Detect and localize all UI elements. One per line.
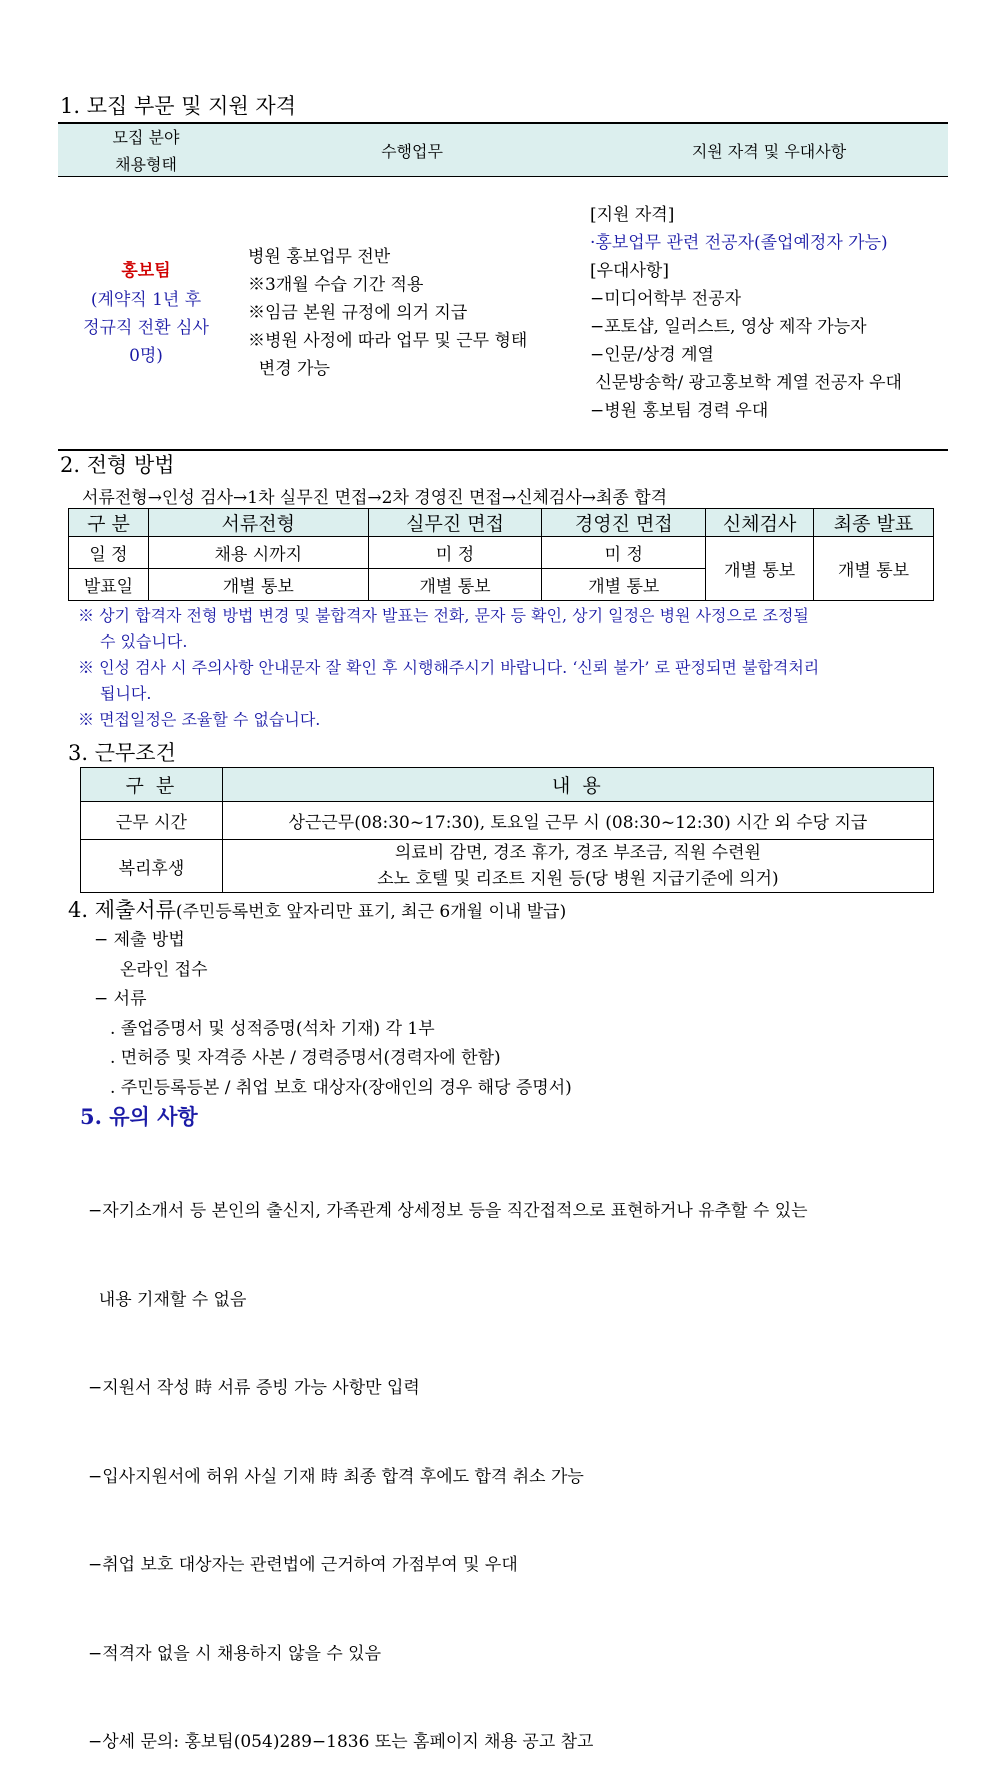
row-label: 발표일 bbox=[69, 569, 149, 601]
notice-item: −자기소개서 등 본인의 출신지, 가족관계 상세정보 등을 직간접적으로 표현하거나 유추할 수 있는 bbox=[88, 1201, 808, 1221]
header-field bbox=[58, 123, 234, 177]
duty-line: ※3개월 수습 기간 적용 bbox=[248, 275, 424, 295]
section4-note: (주민등록번호 앞자리만 표기, 최근 6개월 이내 발급) bbox=[175, 902, 567, 922]
notice-item: −지원서 작성 時 서류 증빙 가능 사항만 입력 bbox=[88, 1378, 420, 1398]
preference-item: −병원 홍보팀 경력 우대 bbox=[590, 401, 769, 421]
notice-item: −취업 보호 대상자는 관련법에 근거하여 가점부여 및 우대 bbox=[88, 1555, 518, 1575]
preference-item: 신문방송학/ 광고홍보학 계열 전공자 우대 bbox=[590, 373, 902, 393]
contract-line: (계약직 1년 후 bbox=[90, 290, 202, 310]
conditions-table bbox=[80, 767, 934, 893]
duty-line: ※임금 본원 규정에 의거 지급 bbox=[248, 303, 468, 323]
note-line: ※ 면접일정은 조율할 수 없습니다. bbox=[78, 710, 321, 729]
position-cell bbox=[58, 177, 234, 451]
section4-title: 4. 제출서류 bbox=[68, 898, 176, 922]
method-label: − 제출 방법 bbox=[94, 930, 185, 950]
section3-heading: 3. 근무조건 bbox=[68, 741, 176, 765]
selection-notes bbox=[78, 603, 938, 733]
schedule-cell: 미 정 bbox=[542, 537, 706, 569]
recruitment-table bbox=[58, 122, 948, 451]
benefits-value bbox=[222, 840, 933, 893]
benefit-line: 의료비 감면, 경조 휴가, 경조 부조금, 직원 수련원 bbox=[394, 843, 761, 863]
row-label: 일 정 bbox=[69, 537, 149, 569]
notice-list bbox=[88, 1138, 808, 1787]
announce-cell: 개별 통보 bbox=[368, 569, 542, 601]
announce-cell: 개별 통보 bbox=[542, 569, 706, 601]
notice-item: 내용 기재할 수 없음 bbox=[88, 1289, 247, 1310]
note-line: 수 있습니다. bbox=[100, 632, 188, 651]
section1-heading: 1. 모집 부문 및 지원 자격 bbox=[60, 94, 296, 118]
duty-line: 병원 홍보업무 전반 bbox=[248, 247, 391, 267]
qualifications-cell bbox=[590, 177, 948, 451]
row-label: 복리후생 bbox=[81, 840, 223, 893]
benefit-line: 소노 호텔 및 리조트 지원 등(당 병원 지급기준에 의거) bbox=[377, 869, 779, 889]
preference-item: −미디어학부 전공자 bbox=[590, 289, 742, 309]
schedule-cell: 채용 시까지 bbox=[148, 537, 368, 569]
notice-item: −입사지원서에 허위 사실 기재 時 최종 합격 후에도 합격 취소 가능 bbox=[88, 1466, 584, 1487]
section2-heading: 2. 전형 방법 bbox=[60, 453, 175, 477]
col-header: 구 분 bbox=[81, 768, 223, 802]
preference-item: −포토샵, 일러스트, 영상 제작 가능자 bbox=[590, 317, 867, 337]
duty-line: ※병원 사정에 따라 업무 및 근무 형태 bbox=[248, 331, 528, 351]
contract-line: 0명) bbox=[129, 346, 163, 366]
duties-cell bbox=[234, 177, 590, 451]
notice-item: −적격자 없을 시 채용하지 않을 수 있음 bbox=[88, 1643, 381, 1664]
col-header: 실무진 면접 bbox=[368, 509, 542, 537]
section4-heading bbox=[68, 894, 566, 924]
duty-line: 변경 가능 bbox=[248, 359, 330, 379]
schedule-cell: 미 정 bbox=[368, 537, 542, 569]
row-label: 근무 시간 bbox=[81, 802, 223, 840]
preference-label: [우대사항] bbox=[590, 261, 669, 281]
col-header: 최종 발표 bbox=[814, 509, 934, 537]
col-header: 서류전형 bbox=[148, 509, 368, 537]
note-line: 됩니다. bbox=[100, 684, 152, 703]
header-field-line1: 모집 분야 bbox=[112, 128, 180, 147]
physical-exam-cell: 개별 통보 bbox=[706, 537, 814, 601]
col-header: 신체검사 bbox=[706, 509, 814, 537]
header-field-line2: 채용형태 bbox=[115, 155, 177, 174]
doc-item: . 졸업증명서 및 성적증명(석차 기재) 각 1부 bbox=[110, 1018, 435, 1039]
announce-cell: 개별 통보 bbox=[148, 569, 368, 601]
section5-heading: 5. 유의 사항 bbox=[80, 1104, 198, 1129]
doc-item: . 면허증 및 자격증 사본 / 경력증명서(경력자에 한함) bbox=[110, 1048, 501, 1068]
documents-list bbox=[94, 926, 572, 1103]
preference-item: −인문/상경 계열 bbox=[590, 345, 714, 365]
note-line: ※ 인성 검사 시 주의사항 안내문자 잘 확인 후 시행해주시기 바랍니다. ‘신뢰 불가’ 로 판정되면 불합격처리 bbox=[78, 658, 820, 677]
doc-item: . 주민등록등본 / 취업 보호 대상자(장애인의 경우 해당 증명서) bbox=[110, 1077, 572, 1098]
col-header: 경영진 면접 bbox=[542, 509, 706, 537]
contract-info bbox=[58, 286, 234, 370]
note-line: ※ 상기 합격자 전형 방법 변경 및 불합격자 발표는 전화, 문자 등 확인, 상기 일정은 병원 사정으로 조정될 bbox=[78, 606, 809, 625]
work-hours-value: 상근근무(08:30~17:30), 토요일 근무 시 (08:30~12:30) 시간 외 수당 지급 bbox=[222, 802, 933, 840]
header-duties: 수행업무 bbox=[234, 123, 590, 177]
qualification-item: ·홍보업무 관련 전공자(졸업예정자 가능) bbox=[590, 233, 888, 253]
header-qualifications: 지원 자격 및 우대사항 bbox=[590, 123, 948, 177]
method-value: 온라인 접수 bbox=[120, 959, 208, 980]
col-header: 구 분 bbox=[69, 509, 149, 537]
contract-line: 정규직 전환 심사 bbox=[83, 318, 209, 338]
qualification-label: [지원 자격] bbox=[590, 205, 675, 225]
notice-item: −상세 문의: 홍보팀(054)289−1836 또는 홈페이지 채용 공고 참고 bbox=[88, 1732, 594, 1752]
selection-table bbox=[68, 508, 934, 601]
col-header: 내 용 bbox=[222, 768, 933, 802]
docs-label: − 서류 bbox=[94, 989, 147, 1009]
team-name: 홍보팀 bbox=[121, 261, 171, 281]
selection-flow: 서류전형→인성 검사→1차 실무진 면접→2차 경영진 면접→신체검사→최종 합격 bbox=[82, 488, 668, 508]
final-result-cell: 개별 통보 bbox=[814, 537, 934, 601]
